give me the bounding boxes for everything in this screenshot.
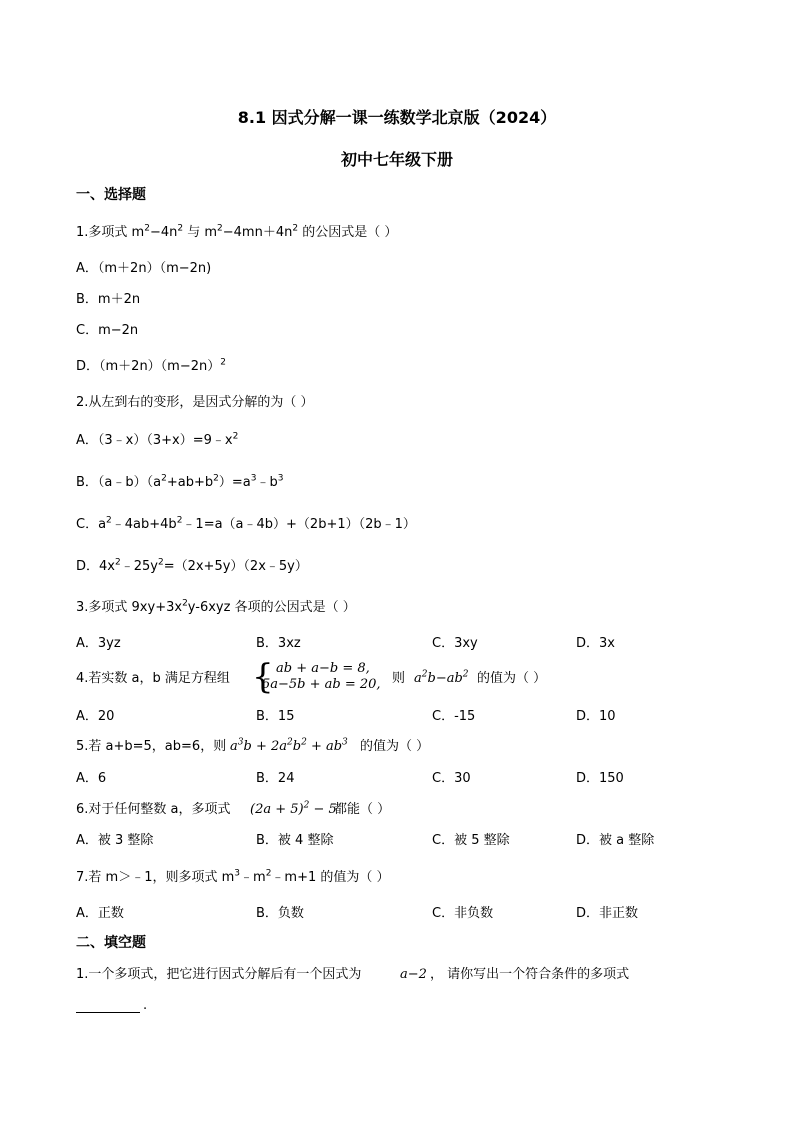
question-5-option-b: B．24 bbox=[256, 771, 295, 786]
question-4-stem-mid: 则 bbox=[392, 671, 406, 686]
question-3-option-b: B．3xz bbox=[256, 636, 301, 651]
section-heading-fill: 二、填空题 bbox=[76, 935, 146, 951]
question-1-option-b: B．m＋2n bbox=[76, 292, 141, 307]
section-heading-choice: 一、选择题 bbox=[76, 187, 146, 203]
fill-1-stem-end: ， 请你写出一个符合条件的多项式 bbox=[430, 967, 630, 982]
page-title: 8.1 因式分解一课一练数学北京版（2024） bbox=[237, 108, 557, 127]
question-4-option-d: D．10 bbox=[576, 709, 616, 724]
question-4-option-b: B．15 bbox=[256, 709, 295, 724]
question-5-expression: $a^3b + 2a^2b^2 + ab^3$ bbox=[230, 737, 348, 754]
question-1-stem: 1.多项式 $m^2-4n^2$ 与 $m^2-4mn+4n^2$ 的公因式是（ ） bbox=[76, 223, 398, 240]
fill-1-period: . bbox=[143, 998, 148, 1013]
equation-system-brace: { bbox=[252, 657, 274, 697]
question-4-stem-end: 的值为（ ） bbox=[477, 671, 547, 686]
question-5-option-a: A．6 bbox=[76, 771, 107, 786]
equation-1: ab + a−b = 8, bbox=[276, 661, 370, 676]
question-6-stem-end: 都能（ ） bbox=[334, 802, 391, 817]
question-4-option-a: A．20 bbox=[76, 709, 115, 724]
question-5-option-d: D．150 bbox=[576, 771, 624, 786]
question-2-option-a: A．$(3﹣x)(3+x)=9﹣x^2$ bbox=[76, 431, 239, 448]
question-2-stem: 2.从左到右的变形，是因式分解的为（ ） bbox=[76, 395, 314, 410]
question-4-expression: $a^2b-ab^2$ bbox=[414, 669, 469, 686]
question-3-option-c: C．3xy bbox=[432, 636, 478, 651]
question-7-option-c: C．非负数 bbox=[432, 906, 494, 921]
question-6-stem-start: 6.对于任何整数 a，多项式 bbox=[76, 802, 231, 817]
question-7-option-d: D．非正数 bbox=[576, 906, 639, 921]
page-subtitle: 初中七年级下册 bbox=[340, 150, 453, 169]
question-1-option-c: C．m−2n bbox=[76, 323, 139, 338]
question-7-stem: 7.若 m＞﹣1，则多项式 $m^3﹣m^2﹣m+1$ 的值为（ ） bbox=[76, 868, 390, 885]
question-6-option-c: C．被 5 整除 bbox=[432, 833, 510, 848]
question-6-expression: $(2a + 5)^2 - 5$ bbox=[250, 800, 337, 817]
question-2-option-d: D．$4x^2﹣25y^2=(2x+5y)(2x﹣5y)$ bbox=[76, 557, 308, 574]
question-3-option-a: A．3yz bbox=[76, 636, 121, 651]
question-4-stem-start: 4.若实数 a，b 满足方程组 bbox=[76, 671, 230, 686]
question-3-stem: 3.多项式 $9xy+3x^2y-6xyz$ 各项的公因式是（ ） bbox=[76, 598, 356, 615]
question-5-stem-start: 5.若 a+b=5，ab=6，则 bbox=[76, 739, 227, 754]
question-7-option-b: B．负数 bbox=[256, 906, 304, 921]
question-2-option-c: C．$a^2﹣4ab+4b^2﹣1=a(a﹣4b)+(2b+1)(2b﹣1)$ bbox=[76, 515, 416, 532]
question-6-option-b: B．被 4 整除 bbox=[256, 833, 334, 848]
question-7-option-a: A．正数 bbox=[76, 906, 124, 921]
fill-1-stem-start: 1.一个多项式，把它进行因式分解后有一个因式为 bbox=[76, 967, 362, 982]
fill-1-expression: a−2 bbox=[400, 967, 427, 982]
question-1-option-a: A．（m＋2n）（m−2n) bbox=[76, 261, 212, 276]
question-1-option-d: D．$(m+2n)(m-2n)^2$ bbox=[76, 357, 226, 374]
question-6-option-d: D．被 a 整除 bbox=[576, 833, 655, 848]
equation-2: 5a−5b + ab = 20, bbox=[262, 677, 381, 692]
question-5-option-c: C．30 bbox=[432, 771, 471, 786]
answer-blank[interactable] bbox=[76, 1012, 140, 1013]
question-4-option-c: C．-15 bbox=[432, 709, 476, 724]
question-6-option-a: A．被 3 整除 bbox=[76, 833, 154, 848]
question-3-option-d: D．3x bbox=[576, 636, 615, 651]
question-5-stem-end: 的值为（ ） bbox=[360, 739, 430, 754]
question-2-option-b: B．$(a﹣b)(a^2+ab+b^2)=a^3﹣b^3$ bbox=[76, 473, 284, 490]
